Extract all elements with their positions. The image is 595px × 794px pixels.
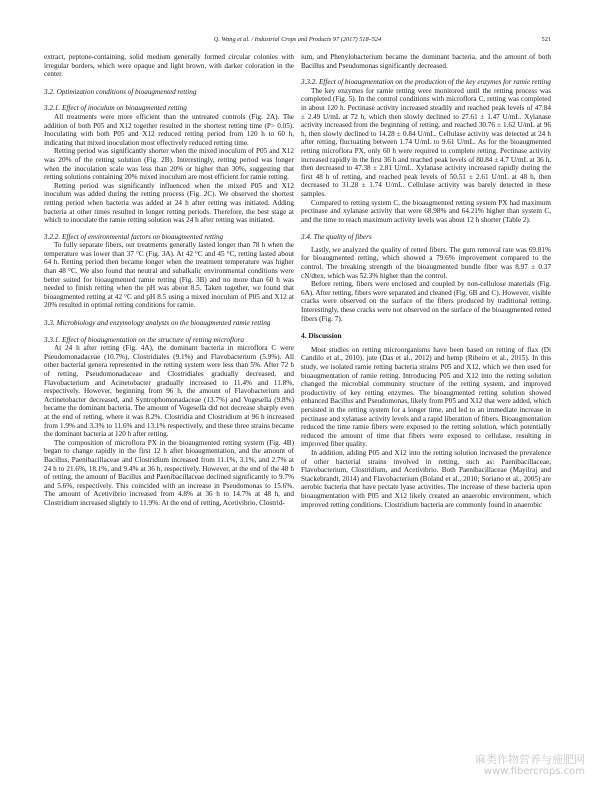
paragraph: At 24 h after retting (Fig. 4A), the dominant bacteria in microflora C were Pseudomonadaceae (10.7%), Clostridiales (9.1%) and Flavobacterium (5.9%). All other bacterial genera represented in the retting system were less than 5%. After 72 h of retting, Pseudomonadaceae and Clostridiales gradually decreased, and Flavobacterium and Acinetobacter gradually increased to 11.4% and 11.8%, respectively. However, beginning from 96 h, the amount of Flavobacterium and Actinetobacter decreased, and Syntrophomonadaceae (13.7%) and Vogesella (9.8%) became the dominant bacteria. The amount of Vogesella did not decrease sharply even at the end of retting, where it was 8.2%. Clostridia and Clostridium at 96 h increased from 1.9% and 3.3% to 11.6% and 13.1% respectively, and these three strains became the dominant bacteria at 120 h after retting. — [44, 344, 294, 439]
paragraph: The composition of microflora PX in the bioaugmented retting system (Fig. 4B) began to change rapidly in the first 12 h after bioaugmentation, and the amount of Bacillus, Paenibacillaceae and Clostridium increased from 11.1%, 3.1%, and 2.7% at 24 h to 21.6%, 18.1%, and 9.4% at 36 h, respectively. However, at the end of the 48 h of retting, the amount of Bacillus and Paenibacillaceae declined significantly to 9.7% and 5.6%, respectively. This coincided with an increase in Pseudomonas to 15.6%. The amount of Acetivibrio increased from 4.8% at 36 h to 14.7% at 48 h, and Clostridium increased slightly to 11.9%. At the end of retting, Acetivibrio, Clostrid- — [44, 438, 294, 507]
paragraph: Compared to retting system C, the bioaugmented retting system PX had maximum pectinase and xylanase activity that were 68.98% and 64.21% higher than system C, and the time to reach maximum activity levels was about 12 h shorter (Table 2). — [301, 198, 551, 224]
section-heading: 4. Discussion — [301, 331, 342, 341]
paragraph: Lastly, we analyzed the quality of retted fibers. The gum removal rate was 69.81% for bioaugmented retting, which showed a 79.6% improvement compared to the control. The breaking strength of the bioaugmented bundle fiber was 8.97 ± 0.37 cN/dtex, which was 52.3% higher than the control. — [301, 245, 551, 280]
section-heading: 3.2. Optimization conditions of bioaugmented retting — [44, 87, 197, 96]
section-heading: 3.3. Microbiology and enzymology analysts on the bioaugmented ramie retting — [44, 319, 271, 328]
paragraph: Retting period was significantly influenced when the mixed P05 and X12 inoculum was added during the retting process (Fig. 2C). We observed the shortest retting period when bacteria was added at 24 h after retting was initiated. Adding bacteria at other times resulted in longer retting periods. Therefore, the best stage at which to inoculate the ramie retting solution was 24 h after retting was initiated. — [44, 181, 294, 225]
right-column — [301, 53, 551, 509]
paragraph: Before retting, fibers were enclosed and coupled by non-cellulose materials (Fig. 6A). After retting, fibers were separated and cleaned (Fig. 6B and C). However, visible cracks were observed on the surface of the fibers produced by traditional retting. Interestingly, these cracks were not observed on the surface of the bioaugmented retted fibers (Fig. 7). — [301, 280, 551, 323]
page-header — [44, 36, 551, 48]
watermark-url: www.fibercrops.com — [483, 766, 585, 777]
paragraph: extract, peptone-containing, solid medium generally formed circular colonies with irregular borders, which were opaque and light brown, with darker coloration in the center. — [44, 53, 294, 79]
paragraph: To fully separate fibers, our treatments generally lasted longer than 78 h when the temperature was lower than 37 °C (Fig. 3A). At 42 °C and 45 °C, retting lasted about 64 h. Retting period then became longer when the treatment temperature was higher than 48 °C. We also found that neutral and subalkalic environmental conditions were better suited for bioaugmented ramie retting (Fig. 3B) and no more than 60 h was needed to finish retting when the pH was about 8.5. Taken together, we found that bioaugmented retting at 42 °C and pH 8.5 using a mixed inoculum of P05 and X12 at 20% resulted in optimal retting conditions for ramie. — [44, 241, 294, 310]
subsection-heading: 3.3.1. Effect of bioaugmentation on the structure of retting microflora — [44, 335, 245, 344]
paragraph: The key enzymes for ramie retting were monitored until the retting process was completed (Fig. 5). In the control conditions with microflora C, retting was completed in about 120 h. Pectinase activity increased steadily and reached peak levels of 47.84 ± 2.49 U/mL at 72 h, which then slowly declined to 27.61 ± 1.47 U/mL. Xylanase activity increased from the beginning of retting, and reached 30.76 ± 1.62 U/mL at 96 h, then slowly declined to 14.28 ± 0.84 U/mL. Cellulase activity was detected at 24 h after retting, fluctuating between 1.74 U/mL to 9.61 U/mL. As for the bioaugmented retting microflora PX, only 60 h were required to complete retting. Pectinase activity increased rapidly in the first 36 h and reached peak levels of 80.84 ± 4.7 U/mL at 36 h, then decreased to 47.38 ± 2.81 U/mL. Xylanase activity increased rapidly during the first 48 h of retting, and reached peak levels of 50.51 ± 2.61 U/mL at 48 h, then decreased to 31.28 ± 1.74 U/mL. Cellulase activity was barely detected in these samples. — [301, 86, 551, 198]
paragraph: Most studies on retting microorganisms have been based on retting of flax (Di Candilo et al., 2010), jute (Das et al., 2012) and hemp (Ribeiro et al., 2015). In this study, we isolated ramie retting bacteria strains P05 and X12, which we then used for bioaugmentation of ramie retting. Introducing P05 and X12 into the retting solution changed the microbial community structure of the retting system, and improved productivity of key retting enzymes. The bioaugmented retting solution showed enhanced Bacillus and Pseudomonas, likely from P05 and X12 that were added, which persisted in the retting system for a longer time, and led to an immediate increase in pectinase and xylanase activity levels and a rapid liberation of fibers. Bioaugmentation reduced the time ramie fibers were exposed to the retting solution, which potentially reduced the amount of time that fibers were exposed to cellulase, resulting in improved fiber quality. — [301, 345, 551, 449]
paragraph: In addition, adding P05 and X12 into the retting solution increased the prevalence of other bacterial strains involved in retting, such as: Paenibacillaceae, Flavobacterium, Clostridium, and Acetivibrio. Both Paenibacillaceae (Mayilraj and Stackebrandt, 2014) and Flavobacterium (Boland et al., 2010; Soriano et al., 2005) are aerobic bacteria that have pectate lyase activities. The increase of these bacteria upon bioaugmentation with P05 and X12 likely created an anaerobic environment, which improved retting conditions. Clostridium bacteria are commonly found in anaerobic — [301, 448, 551, 509]
page-number: 521 — [541, 36, 551, 43]
left-column — [44, 53, 294, 508]
watermark-title: 麻类作物营养与施肥网 — [475, 753, 585, 766]
running-title: Q. Wang et al. / Industrial Crops and Products 97 (2017) 518–524 — [213, 36, 382, 43]
subsection-heading: 3.3.2. Effect of bioaugmentation on the production of the key enzymes for ramie retting — [301, 78, 551, 87]
section-heading: 3.4. The quality of fibers — [301, 233, 372, 242]
subsection-heading: 3.2.1. Effect of inoculum on bioaugmented retting — [44, 104, 187, 113]
paragraph: ium, and Phenylobacterium became the dominant bacteria, and the amount of both Bacillus and Pseudomonas significantly decreased. — [301, 53, 551, 70]
watermark — [475, 754, 585, 778]
paragraph: All treatments were more efficient than the untreated controls (Fig. 2A). The addition of both P05 and X12 together resulted in the shortest retting time (P> 0.05). Inoculating with both P05 and X12 reduced retting period from 120 h to 60 h, indicating that mixed inoculation most effectively reduced retting time. — [44, 112, 294, 147]
subsection-heading: 3.2.2. Effect of environmental factors on bioaugmented retting — [44, 232, 224, 241]
paragraph: Retting period was significantly shorter when the mixed inoculum of P05 and X12 was 20% of the retting solution (Fig. 2B). Interestingly, retting period was longer when the inoculation scale was less than 20% or higher than 30%, suggesting that retting solutions containing 20% mixed inoculum are most efficient for ramie retting. — [44, 147, 294, 182]
